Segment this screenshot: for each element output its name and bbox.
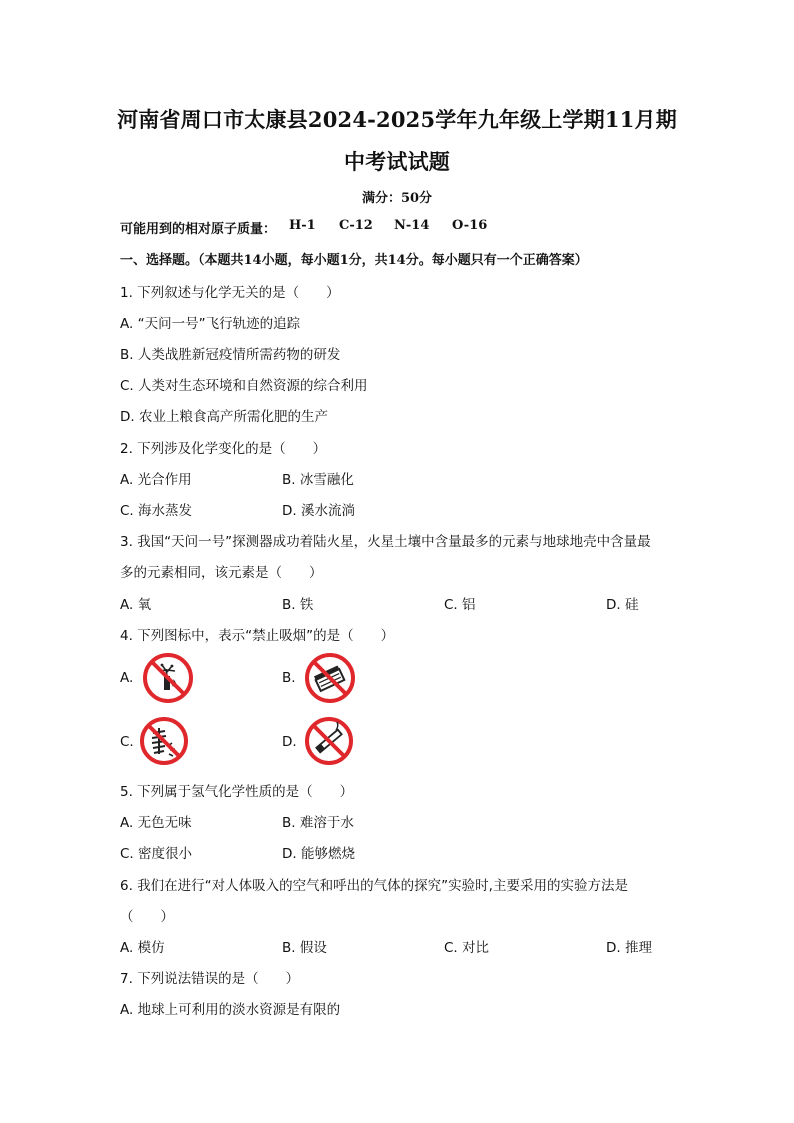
question-1-option-a: A. “天问一号”飞行轨迹的追踪 [120, 316, 301, 332]
question-5-option-d: D. 能够燃烧 [282, 846, 355, 862]
question-6-option-c: C. 对比 [444, 940, 490, 956]
no-firecrackers-icon [139, 716, 189, 766]
question-6-option-a: A. 模仿 [120, 940, 165, 956]
no-fireworks-icon [142, 652, 194, 704]
document-title-line2: 中考试试题 [344, 149, 450, 174]
question-3-stem-line1: 3. 我国“天问一号”探测器成功着陆火星，火星土壤中含量最多的元素与地球地壳中含量最 [120, 534, 651, 550]
question-3-option-b: B. 铁 [282, 597, 314, 613]
question-5-option-c: C. 密度很小 [120, 846, 193, 862]
question-5-option-b: B. 难溶于水 [282, 815, 354, 831]
section1-header: 一、选择题。（本题共14小题，每小题1分，共14分。每小题只有一个正确答案） [120, 253, 588, 268]
question-4-option-a: A. [120, 670, 134, 686]
question-3-option-d: D. 硅 [606, 597, 639, 613]
question-7-option-a: A. 地球上可利用的淡水资源是有限的 [120, 1002, 341, 1018]
question-1-option-c: C. 人类对生态环境和自然资源的综合利用 [120, 378, 368, 394]
no-smoking-icon [304, 716, 354, 766]
question-2-option-c: C. 海水蒸发 [120, 503, 193, 519]
question-5-option-a: A. 无色无味 [120, 815, 192, 831]
question-4-option-b: B. [282, 670, 296, 686]
question-3-stem-line2: 多的元素相同，该元素是（ ） [120, 565, 323, 581]
atomic-mass-o: O-16 [452, 218, 488, 233]
no-matches-icon [304, 652, 356, 704]
full-score: 满分：50分 [361, 191, 433, 206]
question-2-option-a: A. 光合作用 [120, 472, 192, 488]
question-2-option-d: D. 溪水流淌 [282, 503, 355, 519]
question-6-option-b: B. 假设 [282, 940, 327, 956]
question-2-stem: 2. 下列涉及化学变化的是（ ） [120, 441, 327, 457]
atomic-mass-n: N-14 [394, 218, 430, 233]
question-6-stem-line2: （ ） [120, 909, 174, 925]
question-4-option-c: C. [120, 734, 134, 750]
question-7-stem: 7. 下列说法错误的是（ ） [120, 971, 300, 987]
question-1-stem: 1. 下列叙述与化学无关的是（ ） [120, 285, 340, 301]
question-4-stem: 4. 下列图标中，表示“禁止吸烟”的是（ ） [120, 628, 395, 644]
question-2-option-b: B. 冰雪融化 [282, 472, 354, 488]
atomic-mass-label: 可能用到的相对原子质量： [120, 222, 277, 237]
question-1-option-b: B. 人类战胜新冠疫情所需药物的研发 [120, 347, 341, 363]
question-1-option-d: D. 农业上粮食高产所需化肥的生产 [120, 409, 328, 425]
document-title-line1: 河南省周口市太康县2024-2025学年九年级上学期11月期 [117, 107, 677, 132]
question-3-option-c: C. 铝 [444, 597, 476, 613]
question-5-stem: 5. 下列属于氢气化学性质的是（ ） [120, 784, 354, 800]
atomic-mass-c: C-12 [339, 218, 373, 233]
question-6-stem-line1: 6. 我们在进行“对人体吸入的空气和呼出的气体的探究”实验时,主要采用的实验方法是 [120, 878, 628, 894]
atomic-mass-h: H-1 [289, 218, 316, 233]
question-4-option-d: D. [282, 734, 297, 750]
question-3-option-a: A. 氧 [120, 597, 152, 613]
question-6-option-d: D. 推理 [606, 940, 652, 956]
